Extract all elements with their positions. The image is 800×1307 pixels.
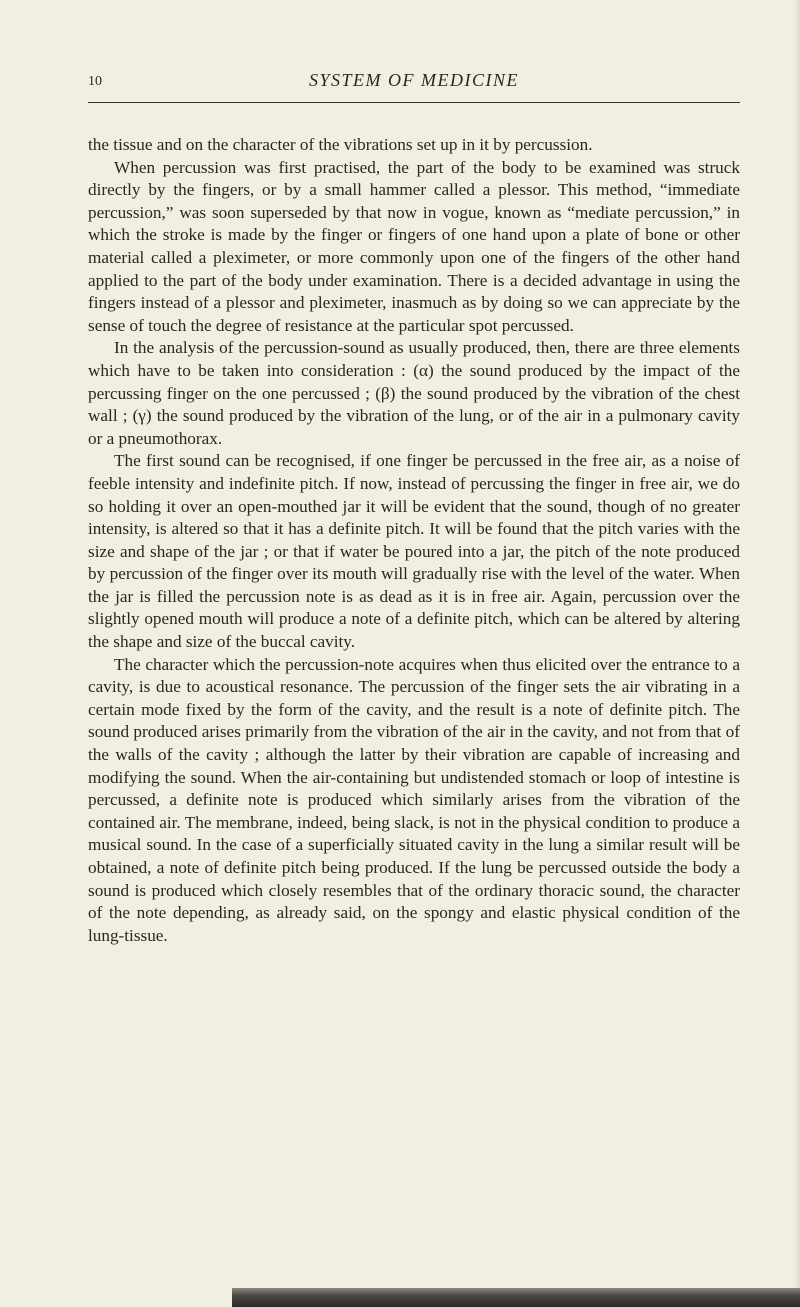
body-text [88, 134, 740, 947]
paragraph-sound-analysis: In the analysis of the percussion-sound as usually produced, then, there are three elements which have to be taken into consideration : (α) the sound produced by the impact of the percussing finger on the one percussed ; (β) the sound produced by the vibration of the chest wall ; (γ) the sound produced by the vibration of the lung, or of the air in a pulmonary cavity or a pneumothorax. [88, 338, 740, 448]
page-number: 10 [88, 74, 102, 89]
paragraph-first-sound: The first sound can be recognised, if one finger be percussed in the free air, as a noise of feeble intensity and indefinite pitch. If now, instead of percussing the finger in free air, we do so holding it over an open-mouthed jar it will be evident that the sound, though of no greater intensity, is altered so that it has a definite pitch. It will be found that the pitch varies with the size and shape of the jar ; or that if water be poured into a jar, the pitch of the note produced by percussion of the finger over its mouth will gradually rise with the level of the water. When the jar is filled the percussion note is as dead as it is in free air. Again, percussion over the slightly opened mouth will produce a note of a definite pitch, which can be altered by altering the shape and size of the buccal cavity. [88, 451, 740, 652]
paragraph-resonance: The character which the percussion-note acquires when thus elicited over the entrance to a cavity, is due to acoustical resonance. The percussion of the finger sets the air vibrating in a certain mode fixed by the form of the cavity, and the result is a note of definite pitch. The sound produced arises primarily from the vibration of the air in the cavity, and not from that of the walls of the cavity ; although the latter by their vibration are capable of increasing and modifying the sound. When the air-containing but undistended stomach or loop of intestine is percussed, a definite note is produced which similarly arises from the vibration of the contained air. The membrane, indeed, being slack, is not in the physical condition to produce a musical sound. In the case of a superficially situated cavity in the lung a similar result will be obtained, a note of definite pitch being produced. If the lung be percussed outside the body a sound is produced which closely resembles that of the ordinary thoracic sound, the character of the note depending, as already said, on the spongy and elastic physical condition of the lung-tissue. [88, 654, 740, 945]
paragraph-percussion-history: When percussion was first practised, the part of the body to be examined was struck directly by the fingers, or by a small hammer called a plessor. This method, “immediate percussion,” was soon superseded by that now in vogue, known as “mediate percussion,” in which the stroke is made by the finger or fingers of one hand upon a plate of bone or other material called a pleximeter, or more commonly upon one of the fingers of the other hand applied to the part of the body under examination. There is a decided advantage in using the fingers instead of a plessor and pleximeter, inasmuch as by doing so we can appreciate by the sense of touch the degree of resistance at the particular spot percussed. [88, 157, 740, 335]
scan-bottom-edge [232, 1288, 800, 1307]
paragraph-continuation: the tissue and on the character of the vibrations set up in it by percussion. [88, 135, 593, 154]
page-edge-shadow [794, 0, 800, 1307]
running-head [88, 68, 740, 103]
running-title: SYSTEM OF MEDICINE [309, 70, 519, 90]
